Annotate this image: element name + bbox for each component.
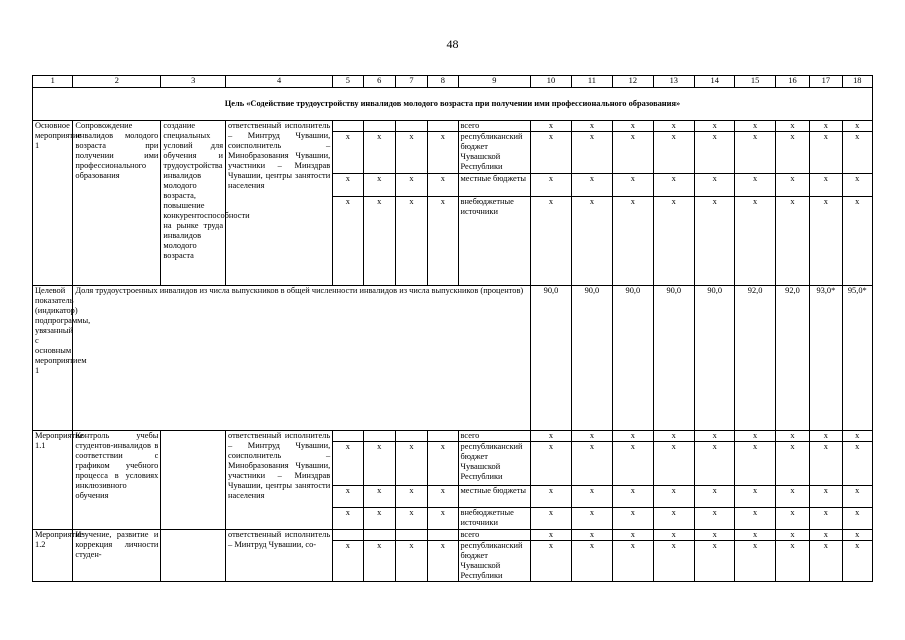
header-cell: 12 [613, 76, 653, 88]
not-applicable-mark: x [694, 508, 734, 530]
not-applicable-mark: x [694, 197, 734, 286]
not-applicable-mark: x [653, 197, 694, 286]
not-applicable-mark: x [694, 530, 734, 541]
not-applicable-mark: x [694, 174, 734, 197]
header-cell: 11 [571, 76, 612, 88]
not-applicable-mark: x [613, 197, 653, 286]
not-applicable-mark: x [810, 530, 842, 541]
not-applicable-mark: x [653, 486, 694, 508]
not-applicable-mark: x [428, 541, 458, 582]
event-name: Мероприятие 1.2 [33, 530, 73, 582]
program-table [32, 75, 873, 582]
not-applicable-mark: x [428, 197, 458, 286]
not-applicable-mark: x [735, 132, 775, 174]
not-applicable-mark: x [428, 442, 458, 486]
table-row [33, 530, 873, 541]
not-applicable-mark: x [775, 174, 809, 197]
not-applicable-mark: x [333, 132, 363, 174]
source-local: местные бюджеты [458, 486, 531, 508]
event-result: создание специальных условий для обучения и трудоустройства инвалидов молодого возраста, повышение конкурентоспособности на рынке труда инвалидов молодого возраста [161, 121, 226, 286]
not-applicable-mark: x [842, 121, 872, 132]
not-applicable-mark: x [842, 530, 872, 541]
not-applicable-mark: x [428, 132, 458, 174]
not-applicable-mark: x [363, 508, 395, 530]
not-applicable-mark: x [653, 121, 694, 132]
not-applicable-mark: x [613, 541, 653, 582]
event-executor: ответственный исполнитель – Минтруд Чувашии, соисполнитель – Минобразования Чувашии, участники – Минздрав Чувашии, центры занятости населения [226, 431, 333, 530]
header-cell: 4 [226, 76, 333, 88]
header-cell: 2 [73, 76, 161, 88]
indicator-value: 95,0* [842, 286, 872, 431]
not-applicable-mark: x [842, 174, 872, 197]
not-applicable-mark: x [571, 132, 612, 174]
not-applicable-mark: x [531, 541, 571, 582]
not-applicable-mark: x [428, 508, 458, 530]
not-applicable-mark: x [653, 530, 694, 541]
not-applicable-mark: x [842, 508, 872, 530]
header-cell: 18 [842, 76, 872, 88]
not-applicable-mark: x [810, 486, 842, 508]
event-name: Основное мероприятие 1 [33, 121, 73, 286]
not-applicable-mark: x [775, 530, 809, 541]
indicator-label: Целевой показатель (индикатор) подпрограммы, увязанный с основным мероприятием 1 [33, 286, 73, 431]
not-applicable-mark: x [571, 530, 612, 541]
not-applicable-mark: x [428, 174, 458, 197]
not-applicable-mark: x [735, 197, 775, 286]
not-applicable-mark: x [842, 442, 872, 486]
event-description: Сопровождение инвалидов молодого возраста при получении ими профессионального образования [73, 121, 161, 286]
not-applicable-mark: x [775, 541, 809, 582]
source-total: всего [458, 530, 531, 541]
not-applicable-mark: x [653, 541, 694, 582]
not-applicable-mark: x [363, 132, 395, 174]
not-applicable-mark: x [810, 121, 842, 132]
not-applicable-mark: x [810, 541, 842, 582]
header-cell: 1 [33, 76, 73, 88]
header-cell: 14 [694, 76, 734, 88]
header-cell: 16 [775, 76, 809, 88]
source-extra: внебюджетные источники [458, 197, 531, 286]
not-applicable-mark: x [333, 486, 363, 508]
not-applicable-mark: x [333, 508, 363, 530]
not-applicable-mark: x [810, 431, 842, 442]
not-applicable-mark: x [810, 197, 842, 286]
not-applicable-mark: x [775, 508, 809, 530]
not-applicable-mark: x [653, 174, 694, 197]
not-applicable-mark: x [694, 431, 734, 442]
not-applicable-mark: x [735, 442, 775, 486]
not-applicable-mark: x [735, 431, 775, 442]
indicator-value: 90,0 [613, 286, 653, 431]
not-applicable-mark: x [775, 442, 809, 486]
not-applicable-mark: x [653, 132, 694, 174]
goal-row [33, 88, 873, 121]
not-applicable-mark: x [735, 541, 775, 582]
table-row [33, 121, 873, 132]
not-applicable-mark: x [363, 174, 395, 197]
not-applicable-mark: x [363, 197, 395, 286]
not-applicable-mark: x [653, 508, 694, 530]
indicator-value: 92,0 [775, 286, 809, 431]
source-total: всего [458, 431, 531, 442]
not-applicable-mark: x [428, 486, 458, 508]
goal-title: Цель «Содействие трудоустройству инвалидов молодого возраста при получении ими профессионального образования» [33, 88, 873, 121]
not-applicable-mark: x [842, 486, 872, 508]
not-applicable-mark: x [571, 442, 612, 486]
not-applicable-mark: x [363, 442, 395, 486]
header-cell: 7 [395, 76, 427, 88]
not-applicable-mark: x [613, 442, 653, 486]
not-applicable-mark: x [613, 486, 653, 508]
header-row [33, 76, 873, 88]
source-local: местные бюджеты [458, 174, 531, 197]
not-applicable-mark: x [531, 132, 571, 174]
indicator-value: 90,0 [694, 286, 734, 431]
not-applicable-mark: x [775, 197, 809, 286]
indicator-row [33, 286, 873, 431]
not-applicable-mark: x [735, 174, 775, 197]
not-applicable-mark: x [531, 174, 571, 197]
not-applicable-mark: x [775, 486, 809, 508]
source-total: всего [458, 121, 531, 132]
not-applicable-mark: x [694, 541, 734, 582]
not-applicable-mark: x [395, 174, 427, 197]
indicator-value: 90,0 [571, 286, 612, 431]
not-applicable-mark: x [531, 442, 571, 486]
not-applicable-mark: x [531, 431, 571, 442]
event-executor: ответственный исполнитель – Минтруд Чувашии, соисполнитель – Минобразования Чувашии, участники – Минздрав Чувашии, центры занятости населения [226, 121, 333, 286]
source-extra: внебюджетные источники [458, 508, 531, 530]
event-executor: ответственный исполнитель – Минтруд Чувашии, со- [226, 530, 333, 582]
source-republic: республиканский бюджет Чувашской Республики [458, 541, 531, 582]
not-applicable-mark: x [842, 431, 872, 442]
not-applicable-mark: x [333, 197, 363, 286]
not-applicable-mark: x [531, 486, 571, 508]
not-applicable-mark: x [810, 132, 842, 174]
header-cell: 6 [363, 76, 395, 88]
not-applicable-mark: x [531, 508, 571, 530]
not-applicable-mark: x [363, 486, 395, 508]
not-applicable-mark: x [775, 121, 809, 132]
not-applicable-mark: x [810, 174, 842, 197]
not-applicable-mark: x [531, 530, 571, 541]
not-applicable-mark: x [842, 197, 872, 286]
not-applicable-mark: x [735, 508, 775, 530]
not-applicable-mark: x [653, 431, 694, 442]
not-applicable-mark: x [333, 442, 363, 486]
not-applicable-mark: x [395, 541, 427, 582]
not-applicable-mark: x [842, 541, 872, 582]
not-applicable-mark: x [842, 132, 872, 174]
indicator-value: 93,0* [810, 286, 842, 431]
not-applicable-mark: x [571, 121, 612, 132]
not-applicable-mark: x [333, 174, 363, 197]
not-applicable-mark: x [571, 197, 612, 286]
not-applicable-mark: x [694, 132, 734, 174]
event-description: Изучение, развитие и коррекция личности студен- [73, 530, 161, 582]
not-applicable-mark: x [613, 174, 653, 197]
not-applicable-mark: x [395, 197, 427, 286]
header-cell: 15 [735, 76, 775, 88]
not-applicable-mark: x [694, 442, 734, 486]
source-republic: республиканский бюджет Чувашской Республики [458, 132, 531, 174]
header-cell: 3 [161, 76, 226, 88]
header-cell: 13 [653, 76, 694, 88]
header-cell: 8 [428, 76, 458, 88]
indicator-value: 90,0 [653, 286, 694, 431]
header-cell: 17 [810, 76, 842, 88]
not-applicable-mark: x [395, 486, 427, 508]
event-description: Контроль учебы студентов-инвалидов в соответствии с графиком учебного процесса в условиях инклюзивного обучения [73, 431, 161, 530]
not-applicable-mark: x [363, 541, 395, 582]
not-applicable-mark: x [571, 541, 612, 582]
not-applicable-mark: x [613, 132, 653, 174]
indicator-value: 92,0 [735, 286, 775, 431]
not-applicable-mark: x [735, 121, 775, 132]
not-applicable-mark: x [395, 442, 427, 486]
not-applicable-mark: x [613, 121, 653, 132]
not-applicable-mark: x [735, 530, 775, 541]
not-applicable-mark: x [613, 508, 653, 530]
not-applicable-mark: x [810, 508, 842, 530]
not-applicable-mark: x [571, 508, 612, 530]
table-row [33, 431, 873, 442]
not-applicable-mark: x [531, 121, 571, 132]
not-applicable-mark: x [775, 431, 809, 442]
indicator-text: Доля трудоустроенных инвалидов из числа выпускников в общей численности инвалидов из числа выпускников (процентов) [73, 286, 531, 431]
header-cell: 5 [333, 76, 363, 88]
not-applicable-mark: x [571, 486, 612, 508]
indicator-value: 90,0 [531, 286, 571, 431]
not-applicable-mark: x [694, 486, 734, 508]
not-applicable-mark: x [531, 197, 571, 286]
not-applicable-mark: x [735, 486, 775, 508]
page-number: 48 [446, 37, 459, 51]
not-applicable-mark: x [395, 508, 427, 530]
header-cell: 10 [531, 76, 571, 88]
not-applicable-mark: x [571, 431, 612, 442]
source-republic: республиканский бюджет Чувашской Республики [458, 442, 531, 486]
header-cell: 9 [458, 76, 531, 88]
not-applicable-mark: x [333, 541, 363, 582]
not-applicable-mark: x [613, 530, 653, 541]
not-applicable-mark: x [571, 174, 612, 197]
not-applicable-mark: x [653, 442, 694, 486]
not-applicable-mark: x [775, 132, 809, 174]
not-applicable-mark: x [395, 132, 427, 174]
not-applicable-mark: x [810, 442, 842, 486]
not-applicable-mark: x [694, 121, 734, 132]
not-applicable-mark: x [613, 431, 653, 442]
event-name: Мероприятие 1.1 [33, 431, 73, 530]
